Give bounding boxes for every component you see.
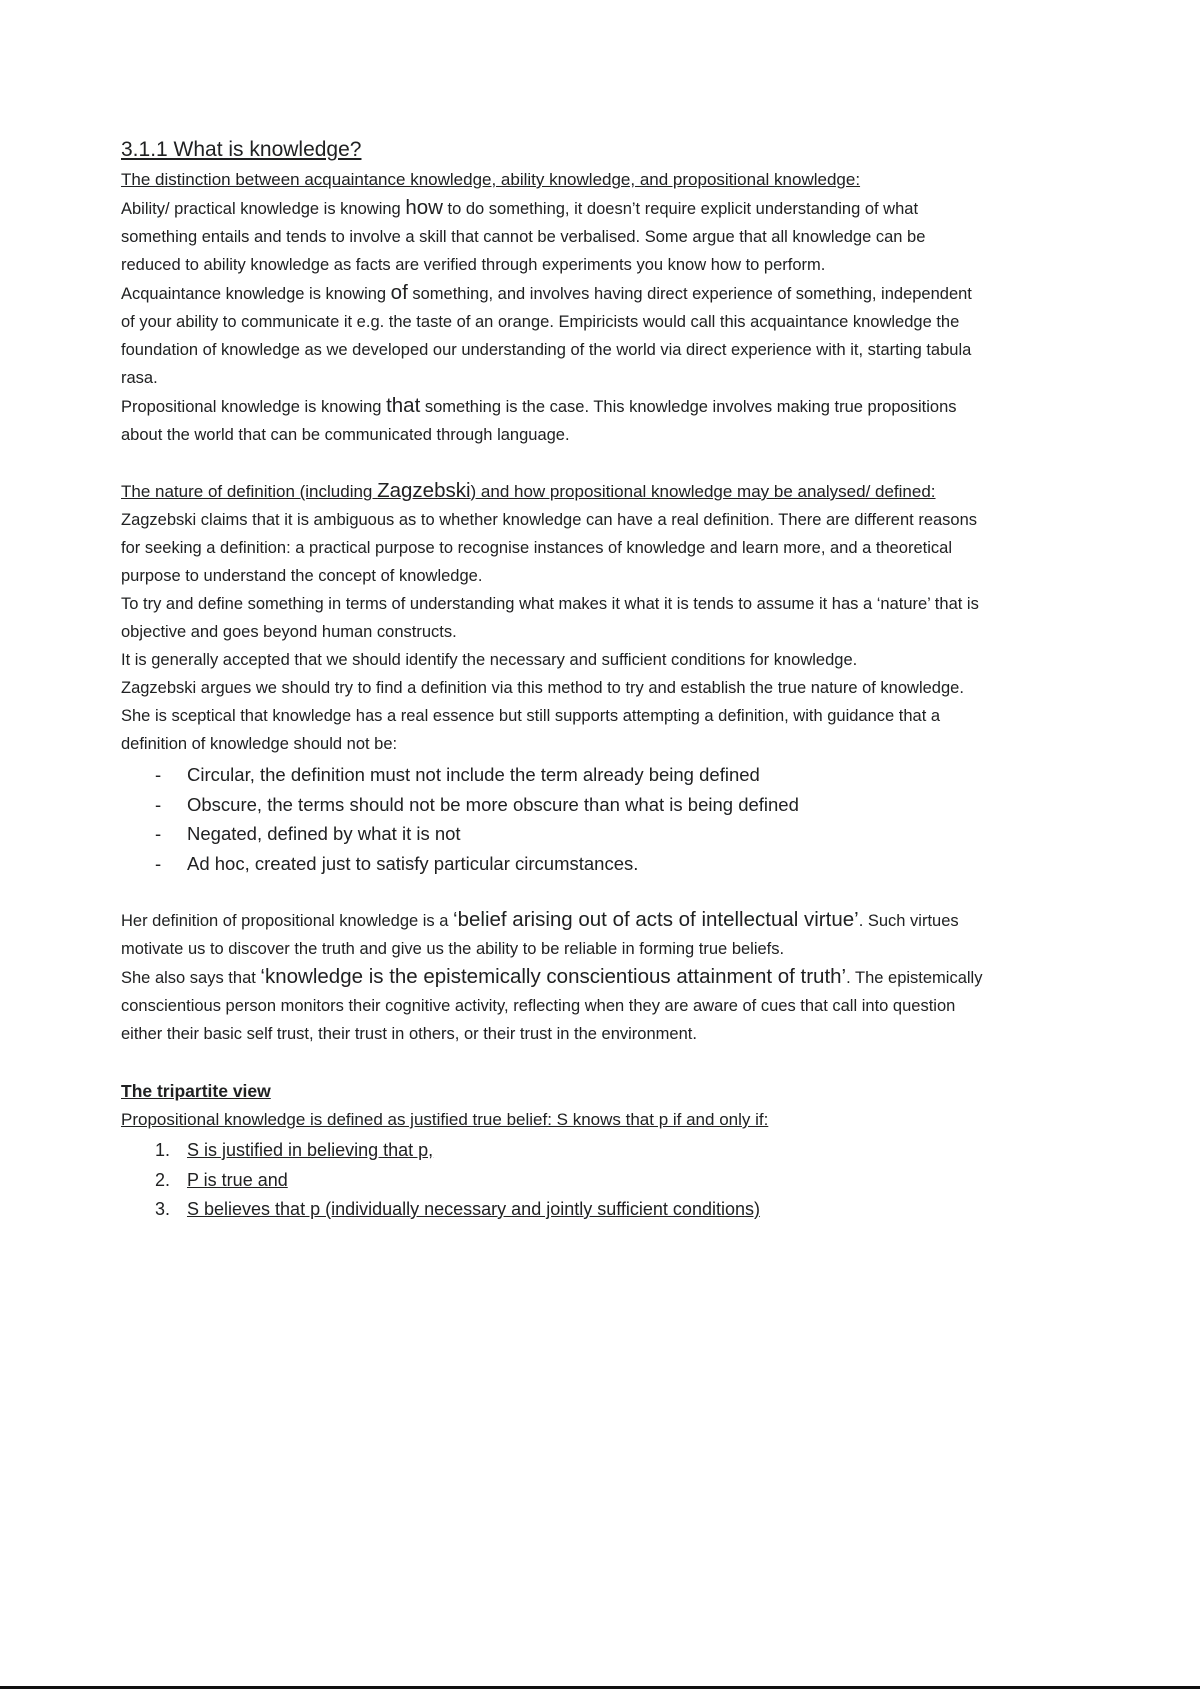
text-run: Zagzebski claims that it is ambiguous as to whether knowledge can have a real definition. There are different reasons for seeking a definition: a practical purpose to recognise instances of knowledge and learn more, and a theoretical purpose to understand the concept of knowledge. xyxy=(121,511,978,585)
subsection-heading-definition xyxy=(121,477,987,506)
paragraph-her-definition xyxy=(121,906,987,963)
bullet-dash: - xyxy=(155,793,162,815)
text-run: something, and involves having direct experience of something, independent of your ability to communicate it e.g. the taste of an orange. Empiricists would call this acquaintance knowledge the foundation of knowledge as we developed our understanding of the world via direct experience with it, starting tabula rasa. xyxy=(121,285,972,387)
bullet-item xyxy=(121,790,987,820)
paragraph-necessary-sufficient xyxy=(121,646,987,674)
text-run: Propositional knowledge is defined as justified true belief: S knows that p if and only if: xyxy=(121,1110,769,1129)
text-run: Zagzebski argues we should try to find a definition via this method to try and establish the true nature of knowledge. She is sceptical that knowledge has a real essence but still supports attempting a definition, with guidance that a definition of knowledge should not be: xyxy=(121,679,964,753)
numbered-item xyxy=(121,1166,987,1196)
definition-guidance-list xyxy=(121,760,987,878)
numbered-item xyxy=(121,1136,987,1166)
subsection-heading-distinction xyxy=(121,166,987,194)
section-gap-3 xyxy=(121,1048,987,1076)
item-number: 3. xyxy=(155,1199,171,1219)
text-run: Acquaintance knowledge is knowing xyxy=(121,285,391,303)
text-run: The tripartite view xyxy=(121,1081,271,1101)
section-gap-1 xyxy=(121,449,987,477)
bullet-item xyxy=(121,819,987,849)
text-run: To try and define something in terms of understanding what makes it what it is tends to assume it has a ‘nature’ that is objective and goes beyond human constructs. xyxy=(121,595,979,641)
bullet-item xyxy=(121,760,987,790)
bullet-dash: - xyxy=(155,823,162,844)
emphasis-text: of xyxy=(390,281,408,304)
text-run: Her definition of propositional knowledge is a xyxy=(121,912,454,930)
paragraph-ability-knowledge xyxy=(121,194,987,279)
text-run: The nature of definition (including xyxy=(121,482,378,501)
text-run: something is the case. This knowledge involves making true propositions about the world that can be communicated through language. xyxy=(121,398,957,444)
numbered-item xyxy=(121,1195,987,1225)
paragraph-epistemically-conscientious xyxy=(121,963,987,1048)
item-text: Negated, defined by what it is not xyxy=(187,823,461,844)
text-run: It is generally accepted that we should identify the necessary and sufficient conditions for knowledge. xyxy=(121,651,858,669)
section-gap-2 xyxy=(121,878,987,906)
item-text: Circular, the definition must not include the term already being defined xyxy=(187,764,760,785)
text-run: The distinction between acquaintance knowledge, ability knowledge, and propositional knowledge: xyxy=(121,170,861,189)
text-run: She also says that xyxy=(121,969,261,987)
tripartite-definition-line xyxy=(121,1106,987,1134)
item-text: S is justified in believing that p, xyxy=(187,1140,434,1160)
item-number: 2. xyxy=(155,1169,171,1190)
paragraph-acquaintance-knowledge xyxy=(121,279,987,392)
paragraph-define-nature xyxy=(121,590,987,646)
section-title xyxy=(121,134,987,166)
text-run: Ability/ practical knowledge is knowing xyxy=(121,200,406,218)
tripartite-heading xyxy=(121,1076,987,1106)
bullet-dash: - xyxy=(155,852,162,874)
item-number: 1. xyxy=(155,1140,171,1160)
text-run: . The epistemically conscientious person monitors their cognitive activity, reflecting when they are aware of cues that call into question either their basic self trust, their trust in others, or their trust in the environment. xyxy=(121,969,983,1043)
paragraph-propositional-knowledge xyxy=(121,392,987,449)
item-text: P is true and xyxy=(187,1169,288,1190)
text-run: Propositional knowledge is knowing xyxy=(121,398,387,416)
text-run: . Such virtues motivate us to discover the truth and give us the ability to be reliable in forming true beliefs. xyxy=(121,912,959,958)
emphasis-text: Zagzebski xyxy=(377,479,471,502)
tripartite-conditions-list xyxy=(121,1136,987,1225)
paragraph-zagzebski-argues xyxy=(121,674,987,758)
bullet-dash: - xyxy=(155,764,162,785)
text-run: ) and how propositional knowledge may be analysed/ defined: xyxy=(470,482,936,501)
text-run: to do something, it doesn’t require explicit understanding of what something entails and tends to involve a skill that cannot be verbalised. Some argue that all knowledge can be reduced to ability knowledge as facts are verified through experiments you know how to perform. xyxy=(121,200,926,274)
bullet-item xyxy=(121,849,987,879)
emphasis-text: how xyxy=(405,196,443,219)
paragraph-zagzebski-claims xyxy=(121,506,987,590)
text-run: 3.1.1 What is knowledge? xyxy=(121,138,362,161)
footer-rule xyxy=(0,1686,1200,1689)
emphasis-text: that xyxy=(386,394,421,417)
item-text: Obscure, the terms should not be more obscure than what is being defined xyxy=(187,793,799,815)
item-text: Ad hoc, created just to satisfy particular circumstances. xyxy=(187,852,639,874)
emphasis-text: ‘knowledge is the epistemically conscientious attainment of truth’ xyxy=(260,965,847,988)
document-content xyxy=(121,134,987,1225)
item-text: S believes that p (individually necessary and jointly sufficient conditions) xyxy=(187,1199,760,1219)
emphasis-text: ‘belief arising out of acts of intellectual virtue’ xyxy=(453,908,859,931)
